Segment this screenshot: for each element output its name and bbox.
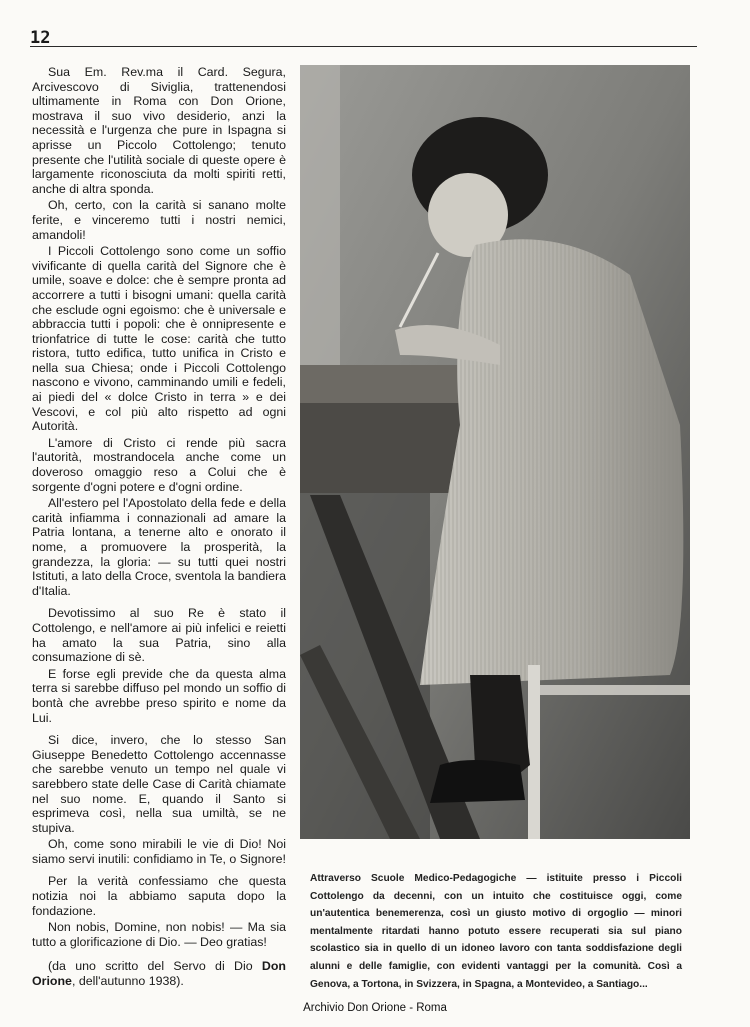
stool-leg (528, 665, 540, 839)
paragraph: Oh, come sono mirabili le vie di Dio! Noi siamo servi inutili: confidiamo in Te, o Signore! (32, 837, 286, 866)
paragraph: Oh, certo, con la carità si sanano molte ferite, e vinceremo tutti i nostri nemici, amandoli! (32, 198, 286, 242)
header-rule (30, 46, 697, 47)
article-body (32, 65, 286, 991)
shoes (430, 760, 525, 803)
photograph-girl-writing (300, 65, 690, 839)
archive-footer: Archivio Don Orione - Roma (303, 1002, 447, 1014)
source-author: Don Orione (32, 959, 286, 989)
paragraph: All'estero pel l'Apostolato della fede e della carità infiamma i connazionali ad amare la Patria lontana, a tenerne alto e onorato il nome, a promuovere la prosperità, la grandezza, la gloria: — su tutti quei nostri Istituti, a lato della Croce, sventola la bandiera d'Italia. (32, 496, 286, 598)
paragraph: Per la verità confessiamo che questa notizia noi la abbiamo saputa dopo la fondazione. (32, 874, 286, 918)
page-number: 12 (30, 28, 51, 48)
paragraph: Sua Em. Rev.ma il Card. Segura, Arcivescovo di Siviglia, trattenendosi ultimamente in Roma con Don Orione, mostrava il suo vivo desiderio, anzi la necessità e l'urgenza che pure in Ispagna si aprisse un Piccolo Cottolengo; tenuto presente che l'utilità sociale di queste opere è largamente riconosciuta da molti spiriti retti, anche di altra sponda. (32, 65, 286, 196)
desk-front (300, 403, 470, 493)
source-attribution (32, 959, 286, 988)
photo-caption: Attraverso Scuole Medico-Pedagogiche — istituite presso i Piccoli Cottolengo da decenni, con un intuito che costituisce oggi, come un'autentica benemerenza, così un giusto motivo di orgoglio — minori mentalmente ritardati hanno potuto essere recuperati sia sul piano scolastico sia in quello di un idoneo lavoro con tanta soddisfazione degli alunni e delle famiglie, con evidenti vantaggi per la comunità. Così a Genova, a Tortona, in Svizzera, in Spagna, a Montevideo, a Santiago... (310, 873, 682, 990)
paragraph: L'amore di Cristo ci rende più sacra l'autorità, mostrandocela anche come un doveroso omaggio reso a Colui che è sorgente d'ogni potere e d'ogni ordine. (32, 435, 286, 494)
paragraph: Devotissimo al suo Re è stato il Cottolengo, e nell'amore ai più infelici e reietti ha amato la sua Patria, sino alla consumazione di sè. (32, 606, 286, 665)
paragraph: Non nobis, Domine, non nobis! — Ma sia tutto a glorificazione di Dio. — Deo gratias! (32, 920, 286, 949)
paragraph: Si dice, invero, che lo stesso San Giuseppe Benedetto Cottolengo accennasse che sarebbe venuto un tempo nel quale vi sarebbero state delle Case di Carità chiamate nel suo nome. E, quando il Santo si esprimeva così, nella sua umiltà, se ne stupiva. (32, 733, 286, 835)
stool-rail (540, 685, 690, 695)
paragraph: E forse egli previde che da questa alma terra si sarebbe diffuso pel mondo un soffio di bontà che avrebbe preso spirito e nome da Lui. (32, 666, 286, 725)
paragraph: I Piccoli Cottolengo sono come un soffio vivificante di quella carità del Signore che è umile, soave e dolce: che è sempre pronta ad accorrere a tutti i bisogni umani: quella carità che esclude ogni egoismo: che è universale e abbraccia tutti i popoli: che è onnipresente e trionfatrice di tutte le cose: carità che tutto ristora, tutto edifica, tutto unifica in Cristo e nella sua Chiesa; onde i Piccoli Cottolengo nascono e vivono, camminando umili e fedeli, ai piedi del « dolce Cristo in terra » e dei Vescovi, e col più alto rispetto ad ogni Autorità. (32, 244, 286, 434)
source-prefix: (da uno scritto del Servo di Dio (48, 959, 262, 974)
source-suffix: , dell'autunno 1938). (71, 974, 184, 989)
